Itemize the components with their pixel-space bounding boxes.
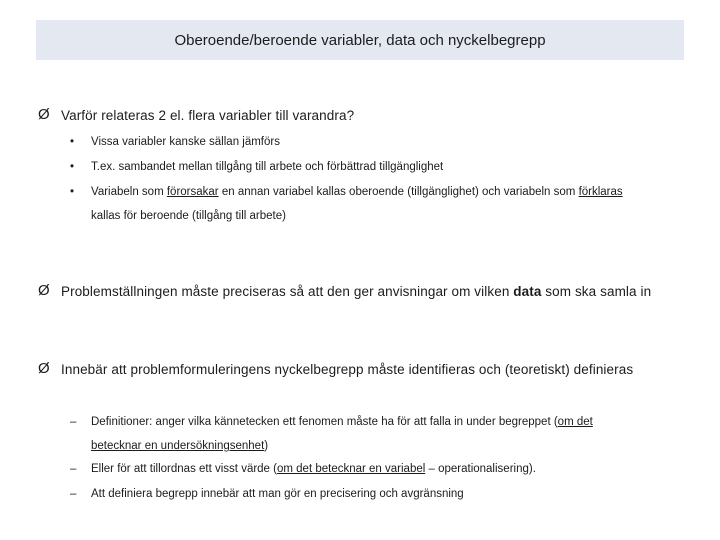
list-item-text: Definitioner: anger vilka kännetecken ett fenomen måste ha för att falla in under begreppet (om det betecknar en undersökningsenhet) [91,416,593,452]
list-item [70,180,690,228]
arrow-bullet-icon: Ø [38,360,50,377]
list-item-text: T.ex. sambandet mellan tillgång till arbete och förbättrad tillgänglighet [91,161,444,173]
arrow-bullet-icon: Ø [38,282,50,299]
slide-title-text: Oberoende/beroende variabler, data och nyckelbegrepp [174,31,546,49]
bullet-dot-icon: • [70,186,75,198]
bullet-dot-icon: • [70,161,75,173]
list-item [70,410,690,458]
dash-bullet-icon: – [70,416,77,428]
arrow-bullet-icon: Ø [38,106,50,123]
list-item [70,130,690,154]
list-item-text: Eller för att tillordnas ett visst värde (om det betecknar en variabel – operationalisering). [91,463,536,475]
list-item [70,482,690,506]
section-heading: Innebär att problemformuleringens nyckelbegrepp måste identifieras och (teoretiskt) definieras [61,362,634,377]
slide-title [36,20,684,60]
dash-bullet-icon: – [70,463,77,475]
dash-bullet-icon: – [70,488,77,500]
section-heading: Problemställningen måste preciseras så att den ger anvisningar om vilken data som ska samla in [61,284,652,299]
list-item [70,457,690,481]
list-item-text: Att definiera begrepp innebär att man gör en precisering och avgränsning [91,488,464,500]
list-item [70,155,690,179]
list-item-text: Variabeln som förorsakar en annan variabel kallas oberoende (tillgänglighet) och variabeln som förklaras kallas för beroende (tillgång till arbete) [91,186,623,222]
list-item-text: Vissa variabler kanske sällan jämförs [91,136,280,148]
bullet-dot-icon: • [70,136,75,148]
section-heading: Varför relateras 2 el. flera variabler till varandra? [61,108,355,123]
